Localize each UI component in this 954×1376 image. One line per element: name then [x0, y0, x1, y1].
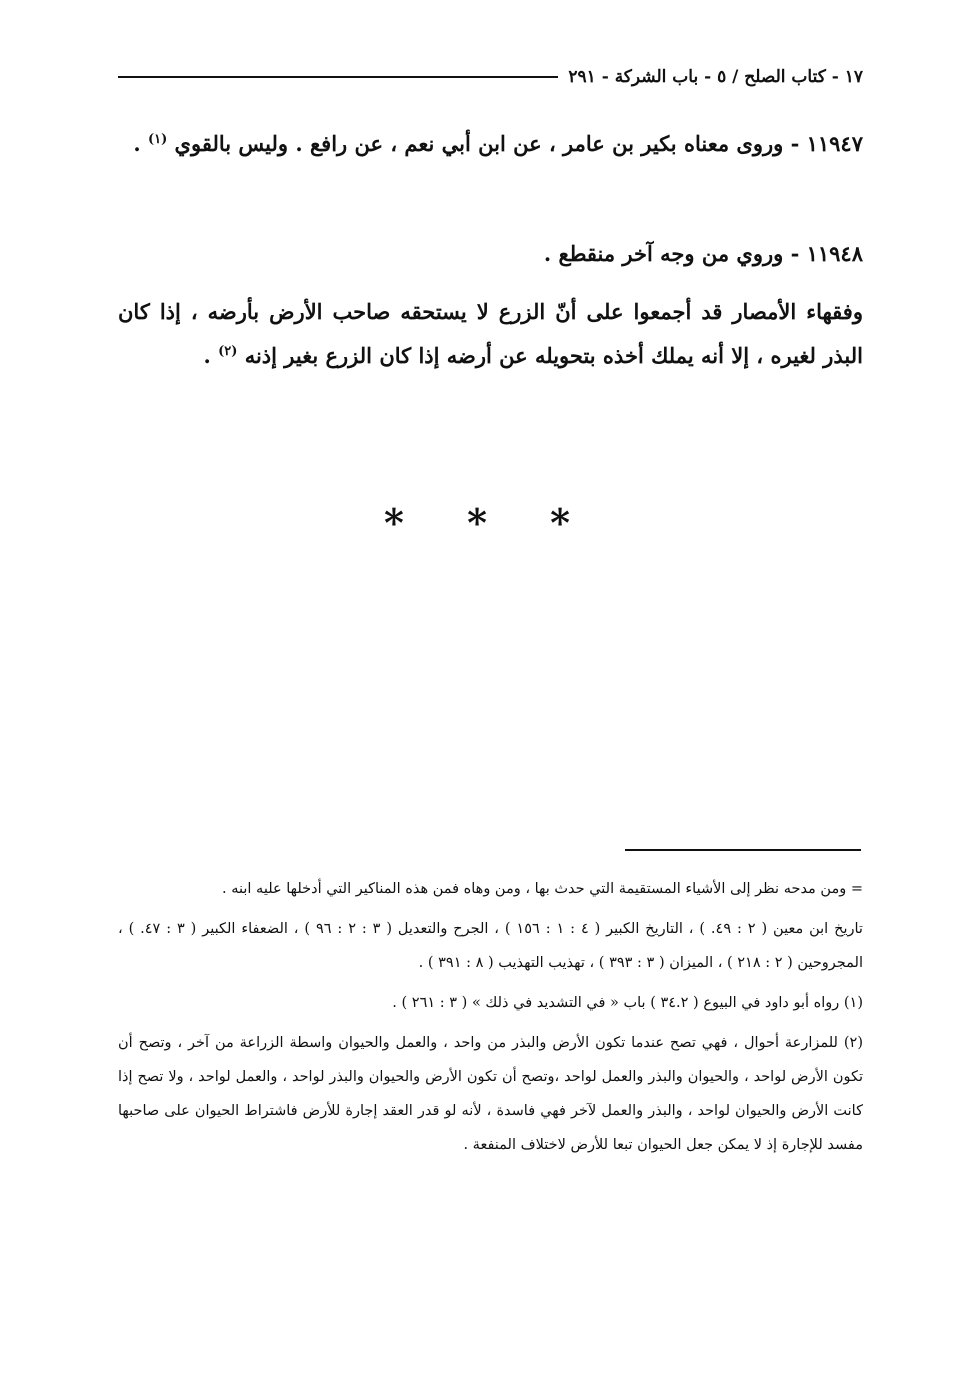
entry-text: وروى معناه بكير بن عامر ، عن ابن أبي نعم ، عن رافع . وليس بالقوي	[174, 131, 784, 156]
footnote-ref: (١)	[147, 132, 168, 147]
jurists-paragraph	[118, 290, 863, 378]
footnote-1: (١) رواه أبو داود في البيوع ( ٣٤.٢ ) باب « في التشديد في ذلك » ( ٣ : ٢٦١ ) .	[392, 995, 863, 1011]
hadith-entry-11947	[118, 122, 863, 166]
running-header	[118, 60, 863, 94]
header-rule	[118, 76, 558, 78]
footnote-2: (٢) للمزارعة أحوال ، فهي تصح عندما تكون الأرض والبذر من واحد ، والعمل والحيوان واسطة الزراعة من آخر ، وتصح أن تكون الأرض لواحد ، والحيوان والبذر والعمل لواحد ،وتصح أن تكون الأرض والحيوان والبذر لواحد ، والعمل لواحد ، ولا تصح إذا كانت الأرض والحيوان لواحد ، والبذر والعمل لآخر فهي فاسدة ، لأنه لو قدر العقد إجارة للأرض فاشتراط الحيوان على صاحبها مفسد للإجارة إذ لا يمكن جعل الحيوان تبعا للأرض لاختلاف المنفعة .	[118, 1035, 863, 1153]
footnote-rule	[625, 849, 861, 851]
asterisk: *	[383, 500, 404, 545]
section-separator	[0, 500, 954, 545]
hadith-entry-11948	[118, 232, 863, 276]
entry-dash: -	[790, 131, 800, 156]
asterisk: *	[467, 500, 487, 545]
footnote-continued: = ومن مدحه نظر إلى الأشياء المستقيمة التي حدث بها ، ومن وهاه فمن هذه المناكير التي أدخلها عليه ابنه .	[222, 881, 863, 897]
footnote-ref: (٢)	[218, 344, 238, 359]
entry-number: ١١٩٤٨	[806, 241, 863, 266]
paragraph-end: .	[203, 343, 211, 368]
footnotes	[118, 872, 863, 1168]
entry-number: ١١٩٤٧	[806, 131, 863, 156]
entry-text: وروي من وجه آخر منقطع .	[543, 241, 784, 266]
entry-dash: -	[790, 241, 800, 266]
footnote-sources: تاريخ ابن معين ( ٢ : ٤٩. ) ، التاريخ الكبير ( ٤ : ١ : ١٥٦ ) ، الجرح والتعديل ( ٣ : ٢ : ٩٦ ) ، الضعفاء الكبير ( ٣ : ٤٧. ) ، المجروحين ( ٢ : ٢١٨ ) ، الميزان ( ٣ : ٣٩٣ ) ، تهذيب التهذيب ( ٨ : ٣٩١ ) .	[118, 921, 863, 971]
entry-end: .	[133, 131, 141, 156]
running-title: ١٧ - كتاب الصلح / ٥ - باب الشركة - ٢٩١	[568, 67, 863, 87]
paragraph-text: وفقهاء الأمصار قد أجمعوا على أنّ الزرع لا يستحقه صاحب الأرض بأرضه ، إذا كان البذر لغيره ، إلا أنه يملك أخذه بتحويله عن أرضه إذا كان الزرع بغير إذنه	[118, 299, 863, 368]
asterisk: *	[550, 500, 571, 545]
